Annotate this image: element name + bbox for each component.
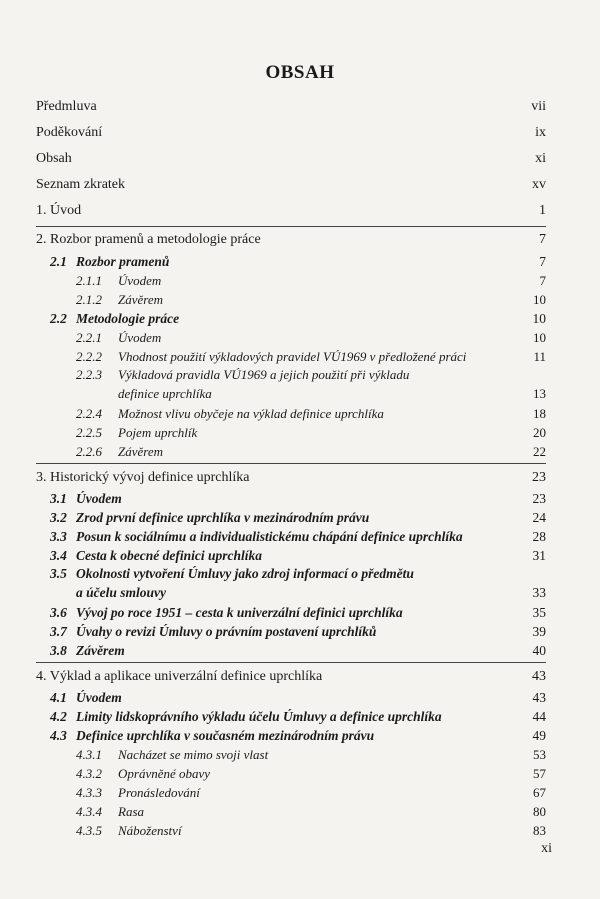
toc-section: [36, 507, 546, 526]
toc-entry: [36, 122, 546, 148]
toc-section: [36, 602, 546, 621]
toc-subsection-page: 20: [533, 425, 546, 440]
toc-entry-page: xi: [535, 151, 546, 166]
toc-subsection: [36, 289, 546, 308]
divider: [36, 662, 546, 663]
toc-subsection-number: 2.2.1: [76, 330, 102, 345]
toc-section: [36, 640, 546, 660]
toc-entry-page: ix: [535, 125, 546, 140]
toc-subsection: [36, 346, 546, 365]
toc-subsection-number: 2.2.3: [76, 367, 102, 382]
toc-section-number: 3.6: [50, 605, 67, 620]
toc-section-page: 28: [532, 529, 546, 544]
toc-section-page: 43: [532, 690, 546, 705]
toc-subsection-number: 2.1.2: [76, 292, 102, 307]
toc-subsection-page: 57: [533, 766, 546, 781]
toc-section-page: 35: [532, 605, 546, 620]
toc-subsection-page: 53: [533, 747, 546, 762]
toc-subsection: [36, 441, 546, 461]
toc-subsection-page: 80: [533, 804, 546, 819]
toc-section: [36, 488, 546, 507]
toc-subsection-number: 2.2.6: [76, 444, 102, 459]
toc-section-number: 3.1: [50, 491, 67, 506]
toc-section-label: Závěrem: [76, 643, 125, 658]
toc-subsection-page: 22: [533, 444, 546, 459]
toc-section-number: 4.2: [50, 709, 67, 724]
table-of-contents: [36, 96, 546, 839]
toc-subsection-label: Závěrem: [118, 444, 164, 459]
toc-subsection-number: 4.3.5: [76, 823, 102, 838]
toc-section-number: 3.7: [50, 624, 67, 639]
toc-chapter-page: 23: [532, 470, 546, 485]
toc-chapter-label: 2. Rozbor pramenů a metodologie práce: [36, 232, 261, 247]
toc-subsection-page: 18: [533, 406, 546, 421]
toc-subsection-number: 4.3.4: [76, 804, 102, 819]
toc-subsection-label-continued: definice uprchlíka: [118, 386, 212, 401]
toc-chapter: [36, 467, 546, 488]
toc-chapter-label: 4. Výklad a aplikace univerzální definice uprchlíka: [36, 669, 323, 684]
toc-subsection-label: Rasa: [118, 804, 144, 819]
toc-subsection-label: Závěrem: [118, 292, 164, 307]
page-number: xi: [541, 841, 552, 856]
divider: [36, 226, 546, 227]
toc-subsection: [36, 820, 546, 839]
toc-section-number: 3.4: [50, 548, 67, 563]
toc-chapter-page: 43: [532, 669, 546, 684]
toc-subsection: [36, 327, 546, 346]
toc-section: [36, 526, 546, 545]
toc-section-label: Posun k sociálnímu a individualistickému chápání definice uprchlíka: [76, 529, 463, 544]
toc-section: [36, 545, 546, 564]
toc-entry-label: Předmluva: [36, 99, 97, 114]
toc-subsection-label: Náboženství: [118, 823, 182, 838]
toc-subsection-page: 10: [533, 330, 546, 345]
toc-section-page: 31: [532, 548, 546, 563]
toc-subsection: [36, 422, 546, 441]
toc-subsection-number: 2.1.1: [76, 273, 102, 288]
toc-section-page: 7: [539, 254, 546, 269]
toc-section: [36, 564, 546, 602]
toc-subsection-page: 11: [533, 349, 546, 364]
toc-subsection-number: 2.2.4: [76, 406, 102, 421]
toc-section-label: Vývoj po roce 1951 – cesta k univerzální definici uprchlíka: [76, 605, 403, 620]
toc-section-label: Definice uprchlíka v současném mezinárodním právu: [76, 728, 375, 743]
toc-subsection-number: 2.2.2: [76, 349, 102, 364]
toc-entry-label: Poděkování: [36, 125, 103, 140]
toc-section-label: Úvodem: [76, 491, 122, 506]
toc-section-page: 40: [532, 643, 546, 658]
toc-subsection-number: 2.2.5: [76, 425, 102, 440]
toc-section-page: 49: [532, 728, 546, 743]
toc-subsection-page: 10: [533, 292, 546, 307]
toc-chapter: [36, 666, 546, 687]
toc-section-page: 24: [532, 510, 546, 525]
toc-subsection-label: Úvodem: [118, 273, 162, 288]
toc-section-label-continued: a účelu smlouvy: [76, 585, 166, 600]
toc-section: [36, 725, 546, 744]
toc-subsection: [36, 763, 546, 782]
toc-section-number: 4.1: [50, 690, 67, 705]
toc-subsection: [36, 782, 546, 801]
toc-section: [36, 706, 546, 725]
toc-section-label: Cesta k obecné definici uprchlíka: [76, 548, 262, 563]
toc-section-number: 3.5: [50, 566, 67, 581]
toc-subsection-label: Pojem uprchlík: [118, 425, 198, 440]
toc-subsection-page: 83: [533, 823, 546, 838]
toc-section: [36, 251, 546, 270]
toc-entry: [36, 174, 546, 200]
toc-subsection-page: 13: [533, 386, 546, 401]
toc-entry-page: vii: [531, 99, 546, 114]
toc-subsection-label: Výkladová pravidla VÚ1969 a jejich použití při výkladu: [118, 367, 410, 382]
toc-entry: [36, 148, 546, 174]
page-title: OBSAH: [265, 62, 335, 83]
toc-section-page: 33: [532, 585, 546, 600]
toc-section-label: Okolnosti vytvoření Úmluvy jako zdroj informací o předmětu: [76, 566, 414, 581]
toc-entry: [36, 96, 546, 122]
toc-section-number: 2.1: [50, 254, 67, 269]
toc-section-number: 2.2: [50, 311, 67, 326]
toc-section-number: 3.2: [50, 510, 67, 525]
toc-section-page: 23: [532, 491, 546, 506]
toc-chapter-label: 1. Úvod: [36, 203, 82, 218]
toc-section-page: 44: [532, 709, 546, 724]
toc-section: [36, 621, 546, 640]
toc-entry-page: xv: [532, 177, 546, 192]
toc-subsection-page: 7: [539, 273, 546, 288]
toc-subsection: [36, 403, 546, 422]
toc-entry-label: Obsah: [36, 151, 72, 166]
toc-entry-label: Seznam zkratek: [36, 177, 126, 192]
toc-section-page: 10: [532, 311, 546, 326]
toc-section: [36, 308, 546, 327]
toc-section-page: 39: [532, 624, 546, 639]
toc-section-label: Metodologie práce: [76, 311, 180, 326]
toc-subsection-label: Možnost vlivu obyčeje na výklad definice uprchlíka: [118, 406, 384, 421]
toc-subsection-label: Oprávněné obavy: [118, 766, 211, 781]
toc-subsection: [36, 744, 546, 763]
toc-chapter: [36, 229, 546, 251]
toc-chapter: [36, 200, 546, 226]
toc-subsection-number: 4.3.1: [76, 747, 102, 762]
toc-subsection-label: Úvodem: [118, 330, 162, 345]
toc-chapter-label: 3. Historický vývoj definice uprchlíka: [36, 470, 250, 485]
toc-subsection-label: Nacházet se mimo svoji vlast: [118, 747, 269, 762]
toc-subsection-number: 4.3.2: [76, 766, 102, 781]
toc-subsection-label: Vhodnost použití výkladových pravidel VÚ1969 v předložené práci: [118, 349, 467, 364]
toc-section-number: 3.8: [50, 643, 67, 658]
toc-section-label: Limity lidskoprávního výkladu účelu Úmluvy a definice uprchlíka: [76, 709, 442, 724]
toc-section-number: 3.3: [50, 529, 67, 544]
toc-subsection: [36, 801, 546, 820]
toc-section: [36, 687, 546, 706]
toc-section-label: Úvahy o revizi Úmluvy o právním postavení uprchlíků: [76, 624, 377, 639]
toc-subsection-number: 4.3.3: [76, 785, 102, 800]
toc-section-label: Zrod první definice uprchlíka v mezinárodním právu: [76, 510, 370, 525]
toc-section-label: Rozbor pramenů: [76, 254, 170, 269]
toc-subsection: [36, 270, 546, 289]
toc-section-label: Úvodem: [76, 690, 122, 705]
toc-section-number: 4.3: [50, 728, 67, 743]
toc-chapter-page: 7: [539, 232, 546, 247]
divider: [36, 463, 546, 464]
toc-chapter-page: 1: [539, 203, 546, 218]
toc-subsection-page: 67: [533, 785, 546, 800]
toc-subsection-label: Pronásledování: [118, 785, 200, 800]
toc-subsection: [36, 365, 546, 403]
